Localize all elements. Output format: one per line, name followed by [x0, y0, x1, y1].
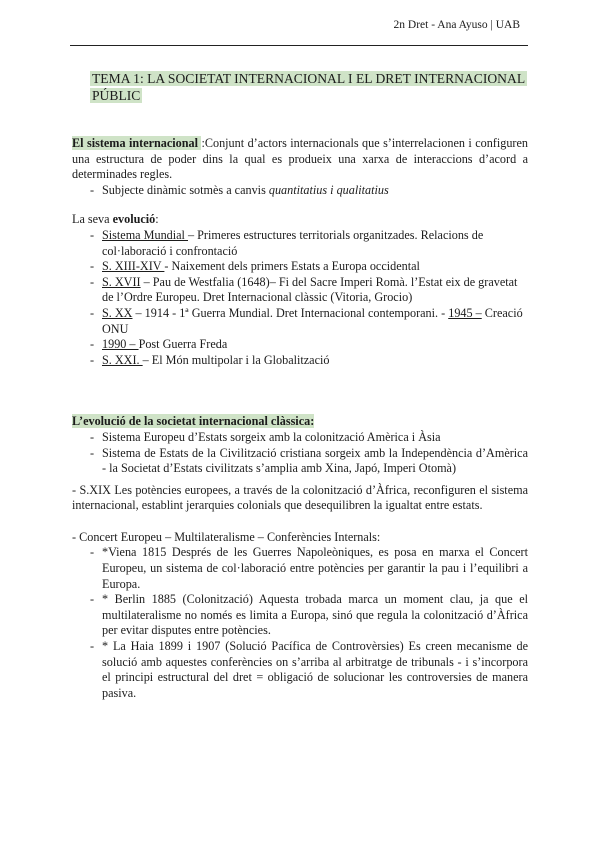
list-item: - Subjecte dinàmic sotmès a canvis quantitatius i qualitatius [90, 182, 389, 197]
section-evolucio-classica [72, 414, 528, 430]
header-rule [70, 45, 528, 46]
list-item: - 1990 – Post Guerra Freda [90, 337, 228, 352]
list-item: - S. XIII-XIV - Naixement dels primers Estats a Europa occidental [90, 259, 420, 274]
page-header: 2n Dret - Ana Ayuso | UAB [393, 19, 520, 31]
paragraph-xix: - S.XIX Les potències europees, a través de la colonització d’Àfrica, reconfiguren el sistema internacional, establint jerarquies colonials que desequilibren la igualtat entre estats. [72, 482, 528, 513]
document-body [72, 70, 528, 701]
page-title [90, 70, 528, 104]
section-concert: - Concert Europeu – Multilateralisme – Conferències Internals: [72, 529, 381, 544]
list-item: - Sistema Mundial – Primeres estructures territorials organitzades. Relacions de col·laboració i confrontació [90, 227, 484, 258]
title-line-1: TEMA 1: LA SOCIETAT INTERNACIONAL I EL DRET INTERNACIONAL [92, 71, 526, 86]
list-item: - S. XX – 1914 - 1ª Guerra Mundial. Dret Internacional contemporani. - 1945 – Creació ONU [90, 305, 523, 336]
section-sistema [72, 136, 528, 183]
list-item: - *Viena 1815 Després de les Guerres Napoleòniques, es posa en marxa el Concert Europeu, un sistema de col·laboració entre potències per garantir la pau i l’equilibri a Europa. [90, 545, 528, 591]
list-item: - Sistema de Estats de la Civilització cristiana sorgeix amb la Independència d’Amèrica - la Societat d’Estats civilitzats s’amplia amb Xina, Japó, Imperi Otomà) [90, 445, 528, 476]
list-item: - S. XXI. – El Món multipolar i la Globalització [90, 352, 330, 367]
list-item: - S. XVII – Pau de Westfalia (1648)– Fi del Sacre Imperi Romà. l’Estat eix de gravetat de l’Ordre Europeu. Dret Internacional clàssic (Vitoria, Grocio) [90, 274, 518, 305]
list-item: - * La Haia 1899 i 1907 (Solució Pacífica de Controvèrsies) Es creen mecanisme de solució amb aquestes conferències on s’arriba al arbitratge de tribunals - i s’incorpora el principi estructural del dret = obligació de solucionar les controversies de manera pasiva. [90, 639, 528, 700]
list-item: - Sistema Europeu d’Estats sorgeix amb la colonització Amèrica i Àsia [90, 429, 441, 444]
section-heading: El sistema internacional [72, 136, 202, 150]
section-text: :Conjunt d’actors internacionals que s’interrelacionen i configuren una estructura de poder dins la qual es produeix una xarxa de interaccions d’acord a determinades regles. [72, 136, 528, 182]
evolution-intro: La seva evolució: [72, 212, 159, 227]
list-item: - * Berlin 1885 (Colonització) Aquesta trobada marca un moment clau, ja que el multilateralisme no només es limita a Europa, sinó que regula la colonització d’Àfrica per evitar disputes entre potències. [90, 592, 528, 638]
section-heading: L’evolució de la societat internacional clàssica: [72, 414, 315, 429]
title-line-2: PÚBLIC [92, 88, 141, 103]
